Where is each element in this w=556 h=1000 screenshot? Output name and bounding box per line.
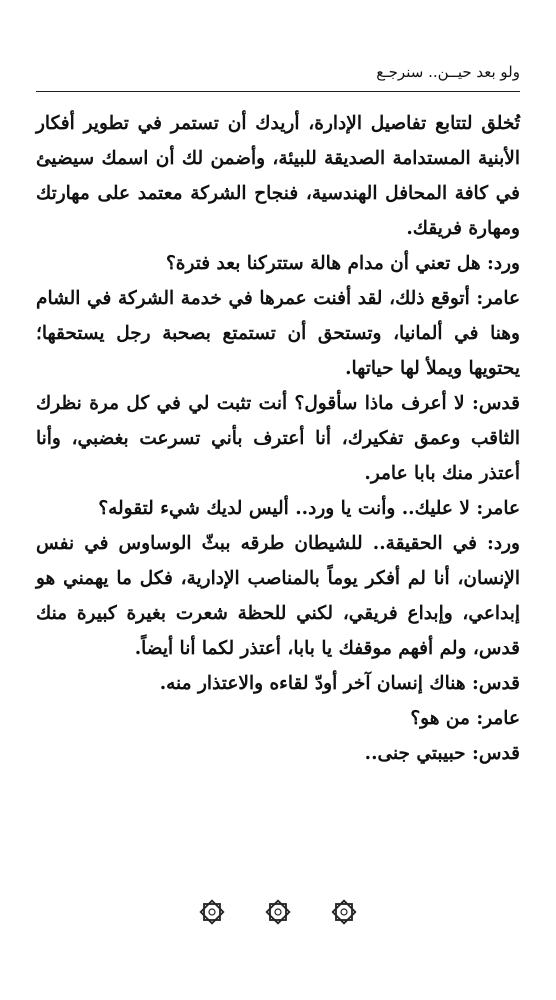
dialogue-line-quds: قدس: حبيبتي جنى.. — [364, 743, 520, 764]
eight-point-star-ornament-icon — [330, 898, 358, 926]
eight-point-star-ornament-icon — [198, 898, 226, 926]
page-body — [36, 106, 520, 771]
section-break-ornaments — [0, 898, 556, 930]
header-divider — [36, 91, 520, 92]
eight-point-star-ornament-icon — [264, 898, 292, 926]
dialogue-line-ward: ورد: هل تعني أن مدام هالة ستتركنا بعد فترة؟ — [165, 253, 520, 274]
dialogue-line-quds: قدس: هناك إنسان آخر أودّ لقاءه والاعتذار منه. — [159, 673, 520, 694]
dialogue-line-quds: قدس: لا أعرف ماذا سأقول؟ أنت تثبت لي في كل مرة نظرك الثاقب وعمق تفكيرك، أنا أعترف بأني تسرعت بغضبي، وأنا أعتذر منك بابا عامر. — [36, 393, 520, 484]
dialogue-line-amer: عامر: أتوقع ذلك، لقد أفنت عمرها في خدمة الشركة في الشام وهنا في ألمانيا، وتستحق أن تستمتع بصحبة رجل يستحقها؛ يحتويها ويملأ لها حياتها. — [36, 288, 520, 379]
dialogue-line-ward: ورد: في الحقيقة.. للشيطان طرقه ببثّ الوساوس في نفس الإنسان، أنا لم أفكر يوماً بالمناصب الإدارية، فكل ما يهمني هو إبداعي، وإبداع فريقي، لكني للحظة شعرت بغيرة كبيرة منك قدس، ولم أفهم موقفك يا بابا، أعتذر لكما أنا أيضاً. — [36, 533, 520, 659]
running-header: ولو بعد حيــن.. سنرجـع — [376, 63, 520, 81]
dialogue-line-amer: عامر: من هو؟ — [410, 708, 520, 729]
paragraph-continuation: تُخلق لتتابع تفاصيل الإدارة، أريدك أن تستمر في تطوير أفكار الأبنية المستدامة الصديقة للبيئة، وأضمن لك أن اسمك سيضيئ في كافة المحافل الهندسية، فنجاح الشركة معتمد على مهارتك ومهارة فريقك. — [36, 113, 520, 239]
dialogue-line-amer: عامر: لا عليك.. وأنت يا ورد.. أليس لديك شيء لتقوله؟ — [98, 498, 520, 519]
